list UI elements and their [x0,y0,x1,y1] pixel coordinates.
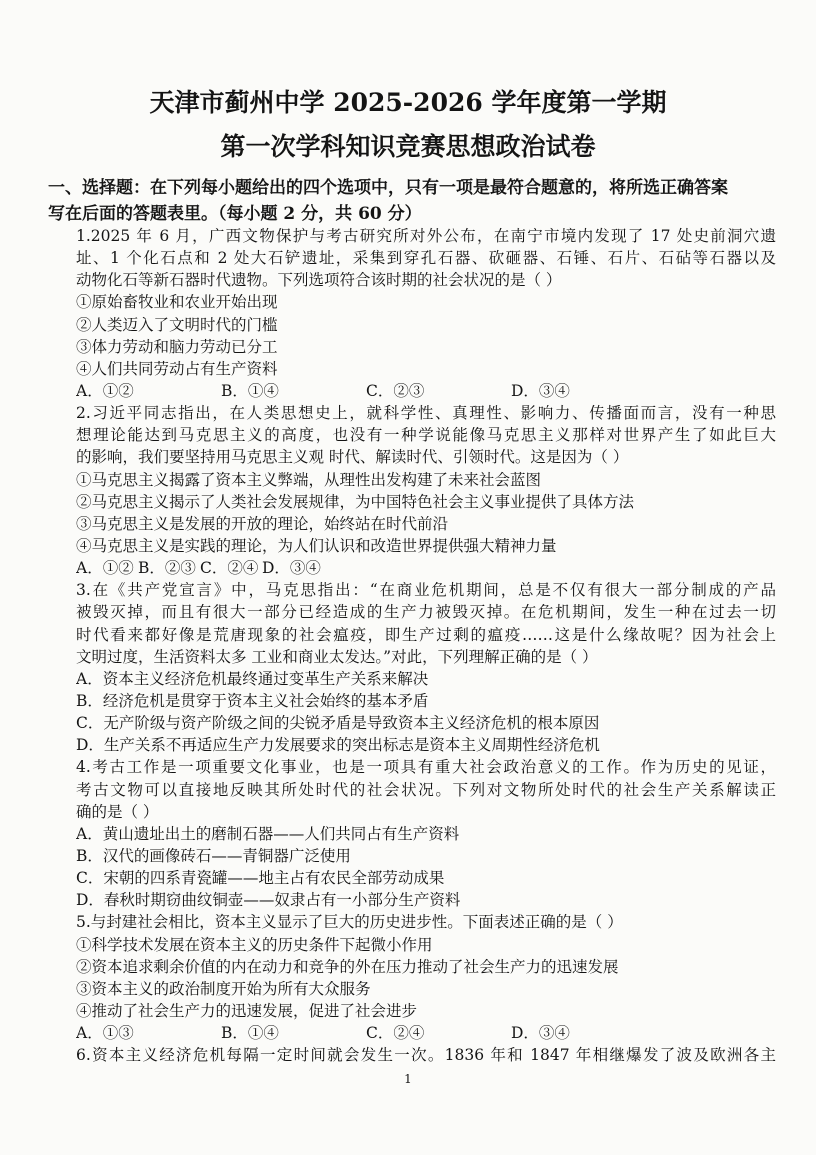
statement-item: ③体力劳动和脑力劳动已分工 [76,337,278,356]
question-2-options [76,557,776,579]
statement-item: ①马克思主义揭露了资本主义弊端，从理性出发构建了未来社会蓝图 [76,470,542,489]
question-1-line: 址、1 个化石点和 2 处大石铲遗址，采集到穿孔石器、砍砸器、石锤、石片、石砧等石器以及 [76,249,776,268]
statement-item: ①原始畜牧业和农业开始出现 [76,293,278,312]
statement-item: ④人们共同劳动占有生产资料 [76,359,278,378]
statement-item: ③资本主义的政治制度开始为所有大众服务 [76,979,371,998]
option-c: C．宋朝的四系青瓷罐——地主占有农民全部劳动成果 [76,869,445,888]
instruction-line: 写在后面的答题表里。（每小题 2 分，共 60 分） [48,204,422,224]
question-2-line: 2.习近平同志指出，在人类思想史上，就科学性、真理性、影响力、传播面而言，没有一种思 [76,404,776,423]
section-instruction [48,175,773,227]
question-5-options [76,1022,776,1044]
page-number: 1 [404,1072,412,1086]
option-b: B．①④ [221,381,279,400]
exam-subtitle: 第一次学科知识竞赛思想政治试卷 [220,132,596,161]
option-d: D．生产关系不再适应生产力发展要求的突出标志是资本主义周期性经济危机 [76,736,600,755]
question-4-line: 4.考古工作是一项重要文化事业，也是一项具有重大社会政治意义的工作。作为历史的见证， [76,758,776,777]
statement-item: ②马克思主义揭示了人类社会发展规律，为中国特色社会主义事业提供了具体方法 [76,492,635,511]
option-d: D．春秋时期窃曲纹铜壶——奴隶占有一小部分生产资料 [76,891,461,910]
statement-item: ③马克思主义是发展的开放的理论，始终站在时代前沿 [76,514,449,533]
option-c: C．②③ [366,381,425,400]
statement-item: ①科学技术发展在资本主义的历史条件下起微小作用 [76,935,433,954]
question-2-line: 想理论能达到马克思主义的高度，也没有一种学说能像马克思主义那样对世界产生了如此巨大 [76,426,776,445]
question-3-line: 时代看来都好像是荒唐现象的社会瘟疫，即生产过剩的瘟疫……这是什么缘故呢？因为社会上 [76,625,776,644]
statement-item: ②资本追求剩余价值的内在动力和竞争的外在压力推动了社会生产力的迅速发展 [76,957,619,976]
instruction-line: 一、选择题：在下列每小题给出的四个选项中，只有一项是最符合题意的，将所选正确答案 [48,178,728,198]
questions-body [76,225,776,1066]
statement-item: ④马克思主义是实践的理论，为人们认识和改造世界提供强大精神力量 [76,536,557,555]
statement-item: ②人类迈入了文明时代的门槛 [76,315,278,334]
option-b: B．汉代的画像砖石——青铜器广泛使用 [76,846,351,865]
question-1-line: 动物化石等新石器时代遗物。下列选项符合该时期的社会状况的是（ ） [76,271,562,290]
option-a: A．黄山遗址出土的磨制石器——人们共同占有生产资料 [76,824,460,843]
option-c: C．②④ [200,559,259,578]
exam-title: 天津市蓟州中学 2025-2026 学年度第一学期 [149,88,667,117]
question-2-line: 的影响，我们要坚持用马克思主义观 时代、解读时代、引领时代。这是因为（ ） [76,448,629,467]
option-d: D．③④ [262,559,321,578]
question-3-line: 3.在《共产党宣言》中，马克思指出：“在商业危机期间，总是不仅有很大一部分制成的产品 [76,581,776,600]
option-b: B．①④ [221,1024,279,1043]
question-5-line: 5.与封建社会相比，资本主义显示了巨大的历史进步性。下面表述正确的是（ ） [76,913,623,932]
question-6-line: 6.资本主义经济危机每隔一定时间就会发生一次。1836 年和 1847 年相继爆发了波及欧洲各主 [76,1046,776,1065]
option-a: A．①② [76,559,134,578]
question-4-line: 考古文物可以直接地反映其所处时代的社会状况。下列对文物所处时代的社会生产关系解读正 [76,780,776,799]
option-a: A．①② [76,381,134,400]
question-4-line: 确的是（ ） [76,802,159,821]
option-d: D．③④ [511,1024,570,1043]
option-c: C．无产阶级与资产阶级之间的尖锐矛盾是导致资本主义经济危机的根本原因 [76,714,600,733]
question-1-options [76,380,776,402]
question-3-line: 文明过度，生活资料太多 工业和商业太发达。”对此，下列理解正确的是（ ） [76,647,598,666]
question-3-line: 被毁灭掉，而且有很大一部分已经造成的生产力被毁灭掉。在危机期间，发生一种在过去一切 [76,603,776,622]
option-c: C．②④ [366,1024,425,1043]
option-a: A．资本主义经济危机最终通过变革生产关系来解决 [76,669,429,688]
option-d: D．③④ [511,381,570,400]
statement-item: ④推动了社会生产力的迅速发展，促进了社会进步 [76,1001,418,1020]
option-b: B．经济危机是贯穿于资本主义社会始终的基本矛盾 [76,691,429,710]
option-b: B．②③ [138,559,196,578]
option-a: A．①③ [76,1024,134,1043]
question-1-line: 1.2025 年 6 月，广西文物保护与考古研究所对外公布，在南宁市境内发现了 17 处史前洞穴遗 [76,227,776,245]
